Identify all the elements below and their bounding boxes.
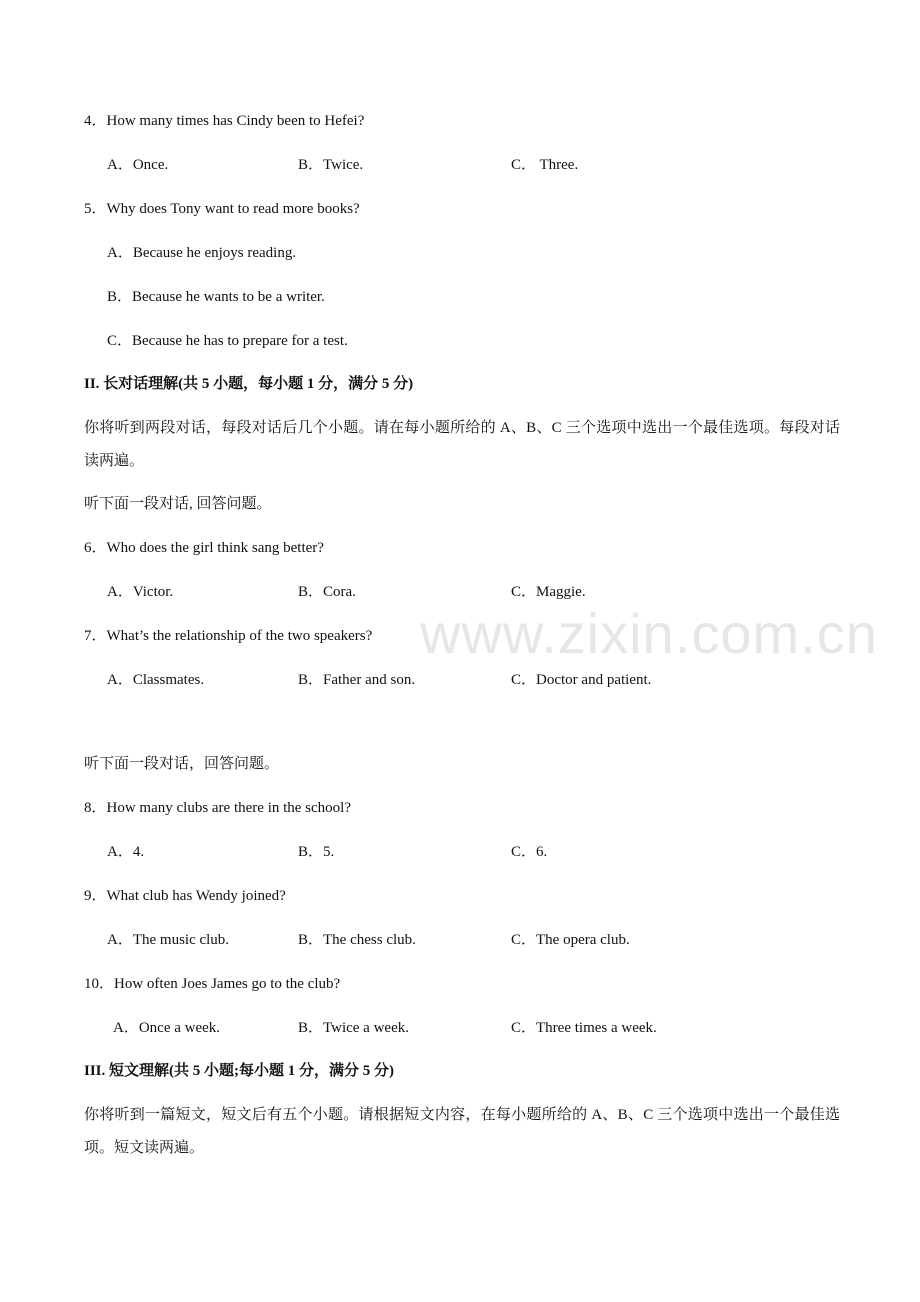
q4-option-c: C． Three. xyxy=(511,157,579,173)
section-3-instruction: 你将听到一篇短文，短文后有五个小题。请根据短文内容，在每小题所给的 A、B、C 三个选项中选出一个最佳选项。短文读两遍。 xyxy=(84,1107,840,1156)
q8-option-b: B．5. xyxy=(298,844,335,860)
question-8: 8．How many clubs are there in the school? xyxy=(84,800,352,816)
q10-option-a: A．Once a week. xyxy=(113,1020,221,1036)
question-5: 5．Why does Tony want to read more books? xyxy=(84,201,360,217)
question-10: 10．How often Joes James go to the club? xyxy=(84,976,341,992)
q10-option-c: C．Three times a week. xyxy=(511,1020,657,1036)
q5-option-c: C．Because he has to prepare for a test. xyxy=(107,333,348,349)
q6-option-c: C．Maggie. xyxy=(511,584,586,600)
q9-option-b: B．The chess club. xyxy=(298,932,416,948)
section-2-listen-2: 听下面一段对话，回答问题。 xyxy=(84,756,280,772)
question-6: 6．Who does the girl think sang better? xyxy=(84,540,324,556)
q5-option-a: A．Because he enjoys reading. xyxy=(107,245,297,261)
question-9: 9．What club has Wendy joined? xyxy=(84,888,286,904)
q8-option-a: A．4. xyxy=(107,844,145,860)
q10-option-b: B．Twice a week. xyxy=(298,1020,409,1036)
section-2-heading: II. 长对话理解(共 5 小题，每小题 1 分，满分 5 分) xyxy=(84,376,414,392)
q6-option-a: A．Victor. xyxy=(107,584,174,600)
q5-option-b: B．Because he wants to be a writer. xyxy=(107,289,325,305)
q6-option-b: B．Cora. xyxy=(298,584,356,600)
q4-option-b: B．Twice. xyxy=(298,157,364,173)
q7-option-c: C．Doctor and patient. xyxy=(511,672,652,688)
q4-option-a: A．Once. xyxy=(107,157,169,173)
q7-option-a: A．Classmates. xyxy=(107,672,205,688)
watermark: www.zixin.com.cn xyxy=(420,602,878,665)
section-3-heading: III. 短文理解(共 5 小题;每小题 1 分，满分 5 分) xyxy=(84,1063,394,1079)
q8-option-c: C．6. xyxy=(511,844,548,860)
section-2-instruction: 你将听到两段对话，每段对话后几个小题。请在每小题所给的 A、B、C 三个选项中选出一个最佳选项。每段对话读两遍。 xyxy=(84,420,840,469)
section-2-listen-1: 听下面一段对话, 回答问题。 xyxy=(84,496,272,512)
q9-option-c: C．The opera club. xyxy=(511,932,630,948)
question-4: 4．How many times has Cindy been to Hefei? xyxy=(84,113,365,129)
q9-option-a: A．The music club. xyxy=(107,932,230,948)
question-7: 7．What’s the relationship of the two speakers? xyxy=(84,628,373,644)
q7-option-b: B．Father and son. xyxy=(298,672,416,688)
